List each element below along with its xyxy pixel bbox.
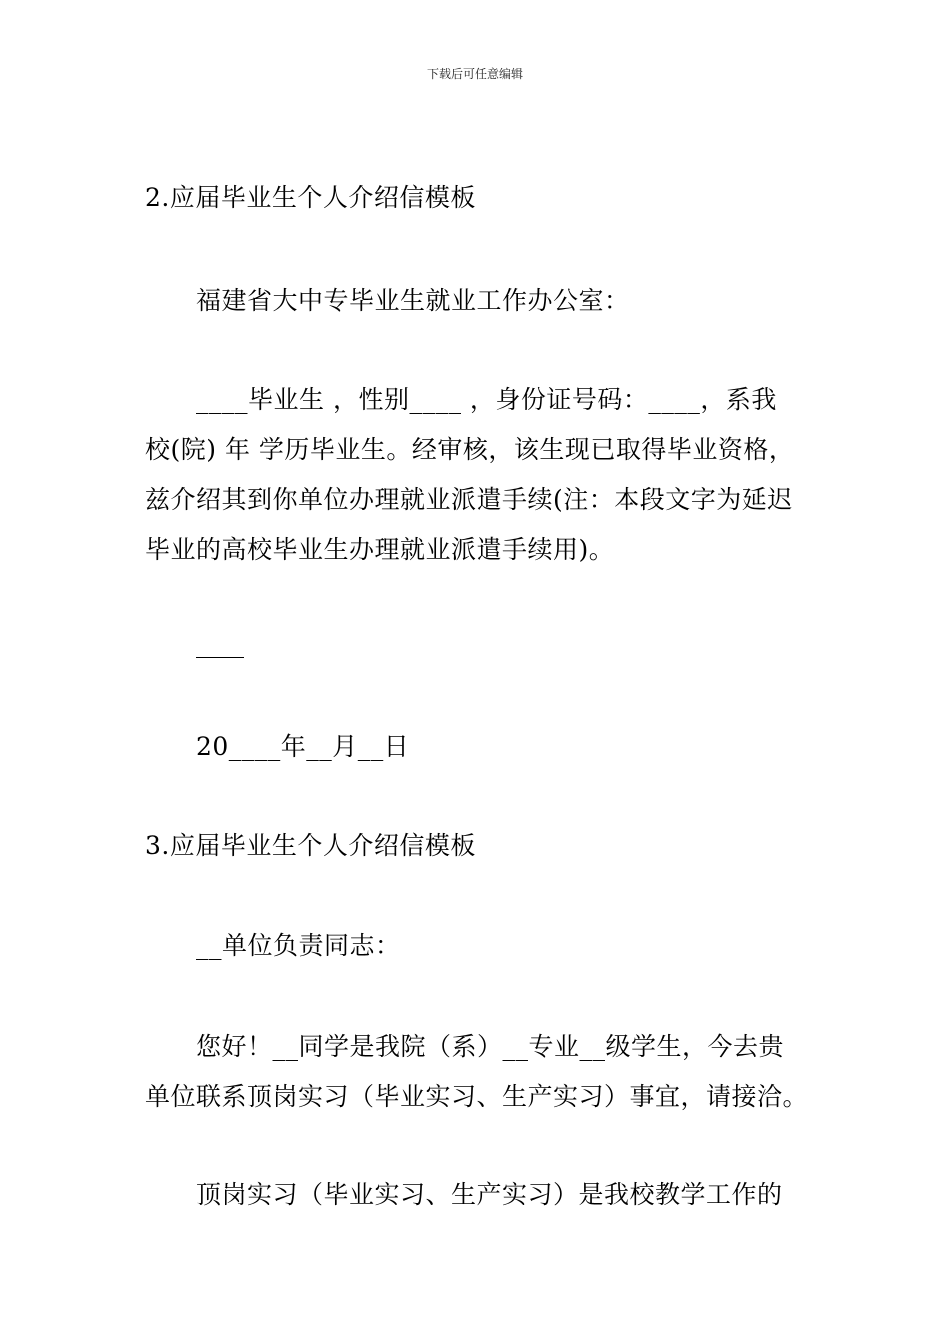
page-header: 下载后可任意编辑	[426, 67, 523, 81]
section-2-title: 2.应届毕业生个人介绍信模板	[145, 183, 476, 212]
section-3-greeting-line-1: 您好！__同学是我院（系）__专业__级学生，今去贵	[196, 1032, 785, 1061]
section-2-body-line-1: ____毕业生 ，性别____ ，身份证号码：____，系我	[196, 385, 777, 414]
section-2-body-line-2: 校(院) 年 学历毕业生。经审核，该生现已取得毕业资格，	[145, 435, 795, 464]
section-3-salutation: __单位负责同志：	[196, 931, 401, 960]
section-2-salutation: 福建省大中专毕业生就业工作办公室：	[196, 286, 630, 315]
section-2-date: 20____年__月__日	[196, 732, 410, 761]
signature-blank-line	[196, 657, 244, 658]
section-3-greeting-line-2: 单位联系顶岗实习（毕业实习、生产实习）事宜，请接洽。	[145, 1082, 809, 1111]
section-3-paragraph-line: 顶岗实习（毕业实习、生产实习）是我校教学工作的	[196, 1180, 783, 1209]
section-2-body-line-3: 兹介绍其到你单位办理就业派遣手续(注：本段文字为延迟	[145, 485, 793, 514]
section-2-body-line-4: 毕业的高校毕业生办理就业派遣手续用)。	[145, 535, 615, 564]
section-3-title: 3.应届毕业生个人介绍信模板	[145, 831, 476, 860]
